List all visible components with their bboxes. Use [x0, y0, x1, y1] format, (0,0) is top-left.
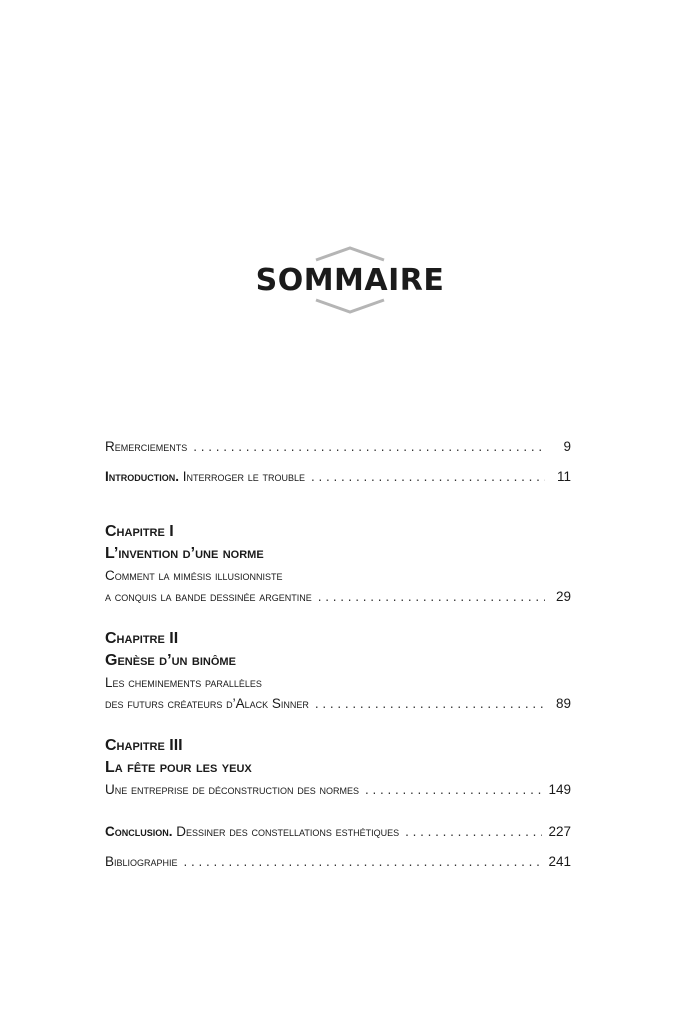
chapter-subtitle-line: Les cheminements parallèles: [105, 675, 262, 690]
toc-page-number: 11: [556, 469, 571, 484]
toc-label-rest: Dessiner des constellations esthétiques: [176, 824, 400, 839]
chapter-subtitle-line: Comment la mimésis illusionniste: [105, 568, 283, 583]
toc-label: Bibliographie: [105, 854, 178, 869]
toc-page-number: 227: [548, 824, 571, 839]
toc-label-bold: Introduction.: [105, 469, 179, 484]
toc-chapter-3[interactable]: [105, 735, 571, 801]
toc-entry-bibliographie[interactable]: [105, 851, 571, 873]
chapter-label: Chapitre II: [105, 630, 179, 647]
toc-chapter-2[interactable]: [105, 628, 571, 715]
chapter-title: Genèse d’un binôme: [105, 652, 236, 669]
toc-label-bold: Conclusion.: [105, 824, 173, 839]
chapter-subtitle-line: a conquis la bande dessinée argentine: [105, 589, 312, 604]
toc-entry-remerciements[interactable]: [105, 436, 571, 458]
chapter-label: Chapitre I: [105, 523, 174, 540]
dot-leader: [193, 436, 545, 458]
dot-leader: [311, 466, 545, 488]
dot-leader: [365, 779, 542, 801]
chapter-subtitle-line: Une entreprise de déconstruction des normes: [105, 782, 360, 797]
toc-label: [105, 466, 305, 488]
chapter-subtitle-row: [105, 586, 571, 608]
toc-page-number: 29: [555, 589, 571, 604]
toc-page-number: 149: [548, 782, 571, 797]
table-of-contents: [105, 436, 571, 873]
toc-entry-introduction[interactable]: [105, 466, 571, 488]
chapter-label: Chapitre III: [105, 737, 183, 754]
title-block: [0, 246, 700, 314]
toc-label: [105, 821, 399, 843]
toc-label-rest: Interroger le trouble: [182, 469, 306, 484]
toc-page-number: 9: [563, 439, 571, 454]
page-title: SOMMAIRE: [255, 263, 445, 298]
toc-page-number: 89: [555, 696, 571, 711]
toc-chapter-1[interactable]: [105, 521, 571, 608]
dot-leader: [315, 693, 545, 715]
chapter-title: L’invention d’une norme: [105, 545, 264, 562]
toc-page-number: 241: [548, 854, 571, 869]
toc-label: Remerciements: [105, 439, 188, 454]
toc-entry-conclusion[interactable]: [105, 821, 571, 843]
dot-leader: [405, 821, 542, 843]
chapter-subtitle-row: [105, 693, 571, 715]
chapter-subtitle-row: [105, 779, 571, 801]
chapter-title: La fête pour les yeux: [105, 759, 252, 776]
chapter-subtitle-line: des futurs créateurs d’Alack Sinner: [105, 696, 309, 711]
dot-leader: [318, 586, 545, 608]
dot-leader: [184, 851, 543, 873]
